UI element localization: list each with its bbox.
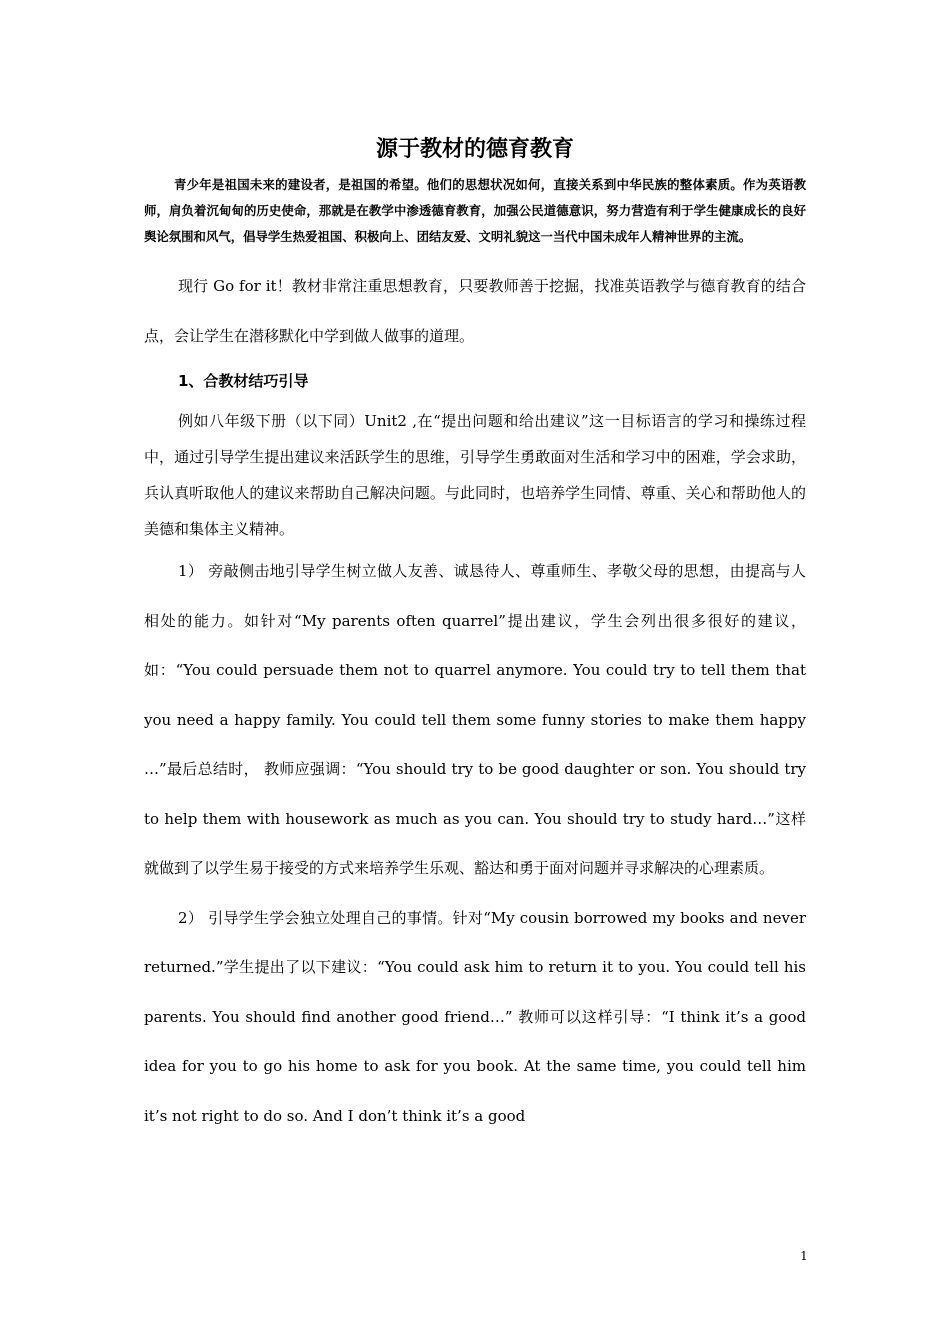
abstract-paragraph: 青少年是祖国未来的建设者，是祖国的希望。他们的思想状况如何，直接关系到中华民族的整体素质。作为英语教师，肩负着沉甸甸的历史使命，那就是在教学中渗透德育教育，加强公民道德意识，努力营造有利于学生健康成长的良好舆论氛围和风气，倡导学生热爱祖国、积极向上、团结友爱、文明礼貌这一当代中国未成年人精神世界的主流。 xyxy=(144,177,806,244)
page-number: 1 xyxy=(800,1249,808,1263)
point-2-paragraph: 2） 引导学生学会独立处理自己的事情。针对“My cousin borrowed my books and never returned.”学生提出了以下建议：“You could ask him to return it to you. You could tell his parents. You should find another good friend…” 教师可以这样引导：“I think it’s a good idea for you to go his home to ask for you book. At the same time, you could tell him it’s not right to do so. And I don’t think it’s a good xyxy=(144,908,806,1125)
section-heading-1: 1、合教材结巧引导 xyxy=(178,372,309,390)
document-title: 源于教材的德育教育 xyxy=(375,137,574,162)
point-1-paragraph: 1） 旁敲侧击地引导学生树立做人友善、诚恳待人、尊重师生、孝敬父母的思想，由提高与人相处的能力。如针对“My parents often quarrel”提出建议，学生会列出很多很好的建议，如：“You could persuade them not to quarrel anymore. You could try to tell them that you need a happy family. You could tell them some funny stories to make them happy …”最后总结时， 教师应强调：“You should try to be good daughter or son. You should try to help them with housework as much as you can. You should try to study hard…”这样就做到了以学生易于接受的方式来培养学生乐观、豁达和勇于面对问题并寻求解决的心理素质。 xyxy=(144,562,806,877)
document-body xyxy=(144,128,806,1141)
intro-paragraph: 现行 Go for it！教材非常注重思想教育，只要教师善于挖掘，找准英语教学与德育教育的结合点，会让学生在潜移默化中学到做人做事的道理。 xyxy=(144,277,806,345)
section-1-paragraph: 例如八年级下册（以下同）Unit2 ,在“提出问题和给出建议”这一目标语言的学习和操练过程中，通过引导学生提出建议来活跃学生的思维，引导学生勇敢面对生活和学习中的困难，学会求助，兵认真听取他人的建议来帮助自己解决问题。与此同时，也培养学生同情、尊重、关心和帮助他人的美德和集体主义精神。 xyxy=(144,412,806,538)
